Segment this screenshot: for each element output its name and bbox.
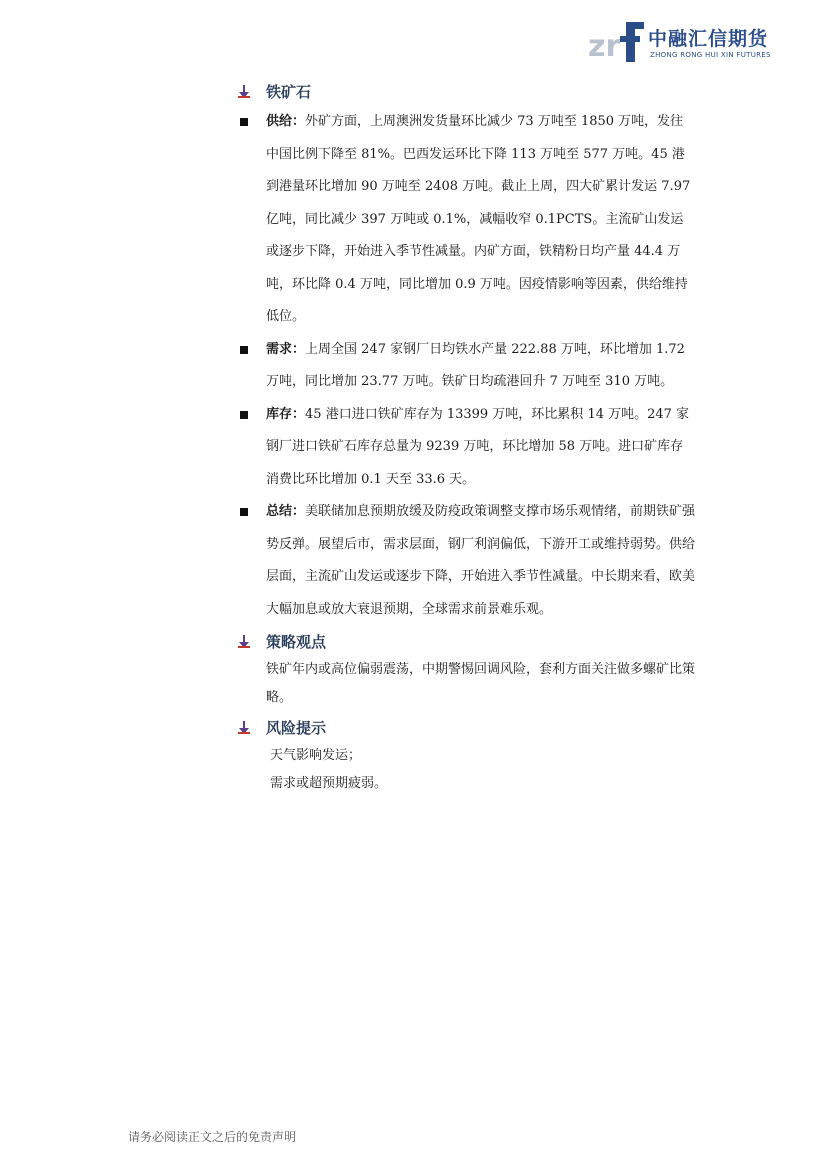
risk-item: 天气影响发运； xyxy=(270,748,362,763)
inventory-paragraph xyxy=(236,399,696,497)
section-heading-risk xyxy=(236,714,696,742)
summary-label: 总结： xyxy=(266,504,306,519)
summary-text: 美联储加息预期放缓及防疫政策调整支撑市场乐观情绪，前期铁矿强势反弹。展望后市，需求层面，钢厂利润偏低，下游开工或维持弱势。供给层面，主流矿山发运或逐步下降，开始进入季节性减量。中长期来看，欧美大幅加息或放大衰退预期，全球需求前景难乐观。 xyxy=(266,504,696,617)
section-heading-strategy xyxy=(236,628,696,656)
demand-text: 上周全国 247 家钢厂日均铁水产量 222.88 万吨，环比增加 1.72 万吨，同比增加 23.77 万吨。铁矿日均疏港回升 7 万吨至 310 万吨。 xyxy=(266,341,685,389)
zrf-logo-icon xyxy=(588,20,644,64)
svg-text:zr: zr xyxy=(588,29,621,64)
square-bullet-icon xyxy=(240,118,248,126)
inventory-text: 45 港口进口铁矿库存为 13399 万吨，环比累积 14 万吨。247 家钢厂进口铁矿石库存总量为 9239 万吨，环比增加 58 万吨。进口矿库存消费比环比增加 0.1 天至 33.6 天。 xyxy=(266,406,690,487)
supply-label: 供给： xyxy=(266,114,306,129)
section-title: 策略观点 xyxy=(266,633,327,651)
logo-company-name-cn: 中融汇信期货 xyxy=(648,28,769,50)
square-bullet-icon xyxy=(240,508,248,516)
inventory-label: 库存： xyxy=(266,406,306,422)
summary-paragraph xyxy=(236,496,696,626)
risk-item: 需求或超预期疲弱。 xyxy=(270,776,388,791)
disclaimer-footer: 请务必阅读正文之后的免责声明 xyxy=(128,1130,297,1144)
supply-paragraph xyxy=(236,106,696,334)
strategy-text: 铁矿年内或高位偏弱震荡，中期警惕回调风险，套利方面关注做多螺矿比策略。 xyxy=(266,662,696,705)
square-bullet-icon xyxy=(240,411,248,419)
company-logo xyxy=(588,20,778,64)
section-title: 铁矿石 xyxy=(266,83,312,101)
arrow-down-icon xyxy=(236,720,252,736)
demand-paragraph xyxy=(236,334,696,399)
arrow-down-icon xyxy=(236,84,252,100)
demand-label: 需求： xyxy=(266,341,306,357)
arrow-down-icon xyxy=(236,634,252,650)
report-content xyxy=(236,76,696,798)
section-heading-iron-ore xyxy=(236,78,696,106)
section-title: 风险提示 xyxy=(266,719,327,737)
logo-company-name-en: ZHONG RONG HUI XIN FUTURES xyxy=(650,51,771,59)
square-bullet-icon xyxy=(240,346,248,354)
supply-text: 外矿方面，上周澳洲发货量环比减少 73 万吨至 1850 万吨，发往中国比例下降至 81%。巴西发运环比下降 113 万吨至 577 万吨。45 港到港量环比增加 90 万吨至 2408 万吨。截止上周，四大矿累计发运 7.97 亿吨，同比减少 397 万吨或 0.1%，减幅收窄 0.1PCTS。主流矿山发运或逐步下降，开始进入季节性减量。内矿方面，铁精粉日均产量 44.4 万吨，环比降 0.4 万吨，同比增加 0.9 万吨。因疫情影响等因素，供给维持低位。 xyxy=(266,114,691,324)
